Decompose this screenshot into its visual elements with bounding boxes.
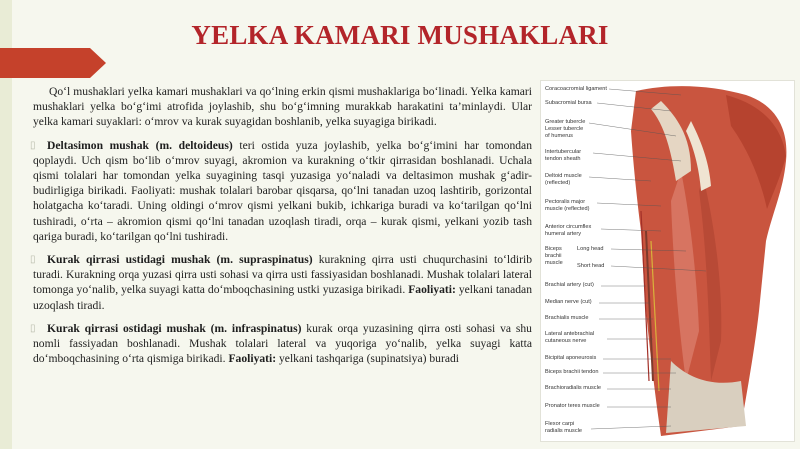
figure-label: humeral artery xyxy=(545,231,582,237)
section-heading: Deltasimon mushak (m. deltoideus) xyxy=(47,138,233,152)
figure-label: Flexor carpi xyxy=(545,421,575,427)
figure-label: tendon sheath xyxy=(545,156,581,162)
section-heading: Kurak qirrasi ostidagi mushak (m. infraspinatus) xyxy=(47,321,302,335)
arrow-shape-icon xyxy=(0,48,106,78)
function-text: yelkani tanadan uzoqlash tiradi. xyxy=(33,283,532,312)
figure-label: Short head xyxy=(577,263,605,269)
figure-label: Long head xyxy=(577,246,604,252)
figure-label: Bicipital aponeurosis xyxy=(545,355,597,361)
function-label: Faoliyati: xyxy=(408,283,456,297)
bullet-icon: ▯ xyxy=(30,254,36,266)
figure-label: Brachial artery (cut) xyxy=(545,282,594,288)
figure-label: Lateral antebrachial xyxy=(545,331,595,337)
figure-label: Greater tubercle xyxy=(545,119,586,125)
figure-label: Deltoid muscle xyxy=(545,173,582,179)
section-text: kurakning qirra usti chuqurchasini to‘ldirib turadi. Kurakning orqa yuzasi qirra usti sohasi va qirra usti fassiyasidan boshlanadi. Mushak tolalari lateral tomonga yo‘nalib, yelka suyagi katta do‘mboqchasining ustki yuzasiga birikadi. xyxy=(33,253,532,297)
figure-label: muscle xyxy=(545,260,563,266)
slide-title: YELKA KAMARI MUSHAKLARI xyxy=(191,20,609,50)
figure-label: Biceps brachii tendon xyxy=(545,369,599,375)
figure-label: Anterior circumflex xyxy=(545,224,592,230)
figure-label: Pronator teres muscle xyxy=(545,403,600,409)
figure-label: of humerus xyxy=(545,133,573,139)
section-heading: Kurak qirrasi ustidagi mushak (m. supraspinatus) xyxy=(47,253,313,267)
figure-label: Pectoralis major xyxy=(545,199,586,205)
figure-label: Intertubercular xyxy=(545,149,582,155)
intro-paragraph: Qo‘l mushaklari yelka kamari mushaklari va qo‘lning erkin qismi mushaklariga bo‘linadi. Yelka kamari mushaklari yelka bo‘g‘imi atrofida joylashib, shu bo‘g‘imning murakkab harakatini ta’minlaydi. Ular yelka kamari suyaklari: o‘mrov va kurak suyagidan boshlanib, yelka suyagiga birikadi. xyxy=(33,85,532,129)
section-infraspinatus xyxy=(30,321,532,367)
figure-label: Biceps xyxy=(545,246,562,252)
figure-label: Median nerve (cut) xyxy=(545,299,592,305)
figure-label: Lesser tubercle xyxy=(545,126,584,132)
figure-label: cutaneous nerve xyxy=(545,338,587,344)
bullet-icon: ▯ xyxy=(30,139,36,151)
function-text: yelkani tashqariga (supinatsiya) buradi xyxy=(276,352,459,366)
figure-label: (reflected) xyxy=(545,180,571,186)
figure-label: Brachioradialis muscle xyxy=(545,385,601,391)
section-supraspinatus xyxy=(30,252,532,313)
body-text xyxy=(30,84,532,374)
section-deltoid xyxy=(30,138,532,244)
section-text: kurak orqa yuzasining qirra osti sohasi va shu nomli fassiyadan boshlanadi. Mushak tolalari lateral va yuqoriga yo‘nalib, yelka suyagi katta do‘mboqchasining o‘rta qismiga birikadi. xyxy=(33,321,532,366)
section-text: teri ostida yuza joylashib, yelka bo‘g‘imini har tomondan qoplaydi. Uch qism bo‘lib o‘mrov suyagi, akromion va kurakning o‘tkir qirrasidan boshlanadi. Uchala qismi tolalari har tomondan yelka suyagining tasqi yuzasiga yo‘naladi va deltasimon mushak g‘adir-budirligiga birikadi. Faoliyati: mushak tolalari barobar qisqarsa, qo‘lni tanadan uzoq lashtirib, gorizontal holatgacha ko‘taradi. Uning oldingi o‘mrov qismi yelkani bukib, ichkariga buradi va ko‘tarilgan qo‘lni tushiradi, o‘rta – akromion qismi qo‘lni tanadan uzoqlash tiradi, orqa – kurak qismi, yelkani yozib tash qariga buradi, ko‘tarilgan qo‘lni tushiradi. xyxy=(33,138,532,243)
bullet-icon: ▯ xyxy=(30,322,36,334)
figure-label: Coracoacromial ligament xyxy=(545,86,607,92)
figure-label: muscle (reflected) xyxy=(545,206,590,212)
function-label: Faoliyati: xyxy=(228,352,277,366)
figure-label: radialis muscle xyxy=(545,428,582,434)
figure-label: brachii xyxy=(545,253,562,259)
figure-label: Subacromial bursa xyxy=(545,100,592,106)
figure-label: Brachialis muscle xyxy=(545,315,589,321)
anatomy-figure xyxy=(540,80,795,442)
